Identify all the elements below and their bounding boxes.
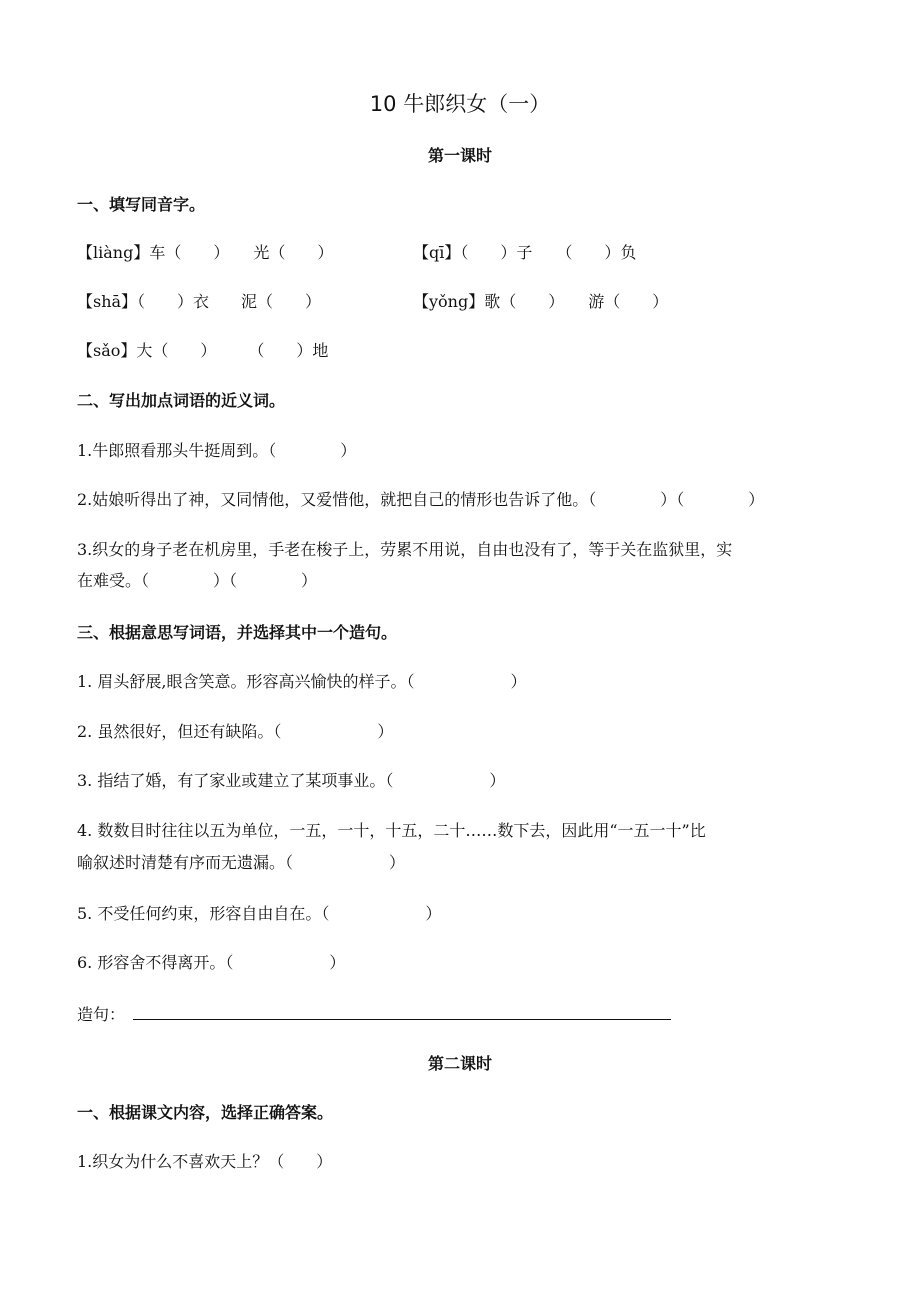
homophone-liang: 【liàng】车（ ） 光（ ） bbox=[77, 243, 334, 262]
section-choice-heading: 一、根据课文内容，选择正确答案。 bbox=[77, 1103, 334, 1122]
choice-question-1: 1.织女为什么不喜欢天上？（ ） bbox=[77, 1152, 333, 1171]
homophone-sha: 【shā】（ ）衣 泥（ ） bbox=[77, 292, 322, 311]
section-homophones-heading: 一、填写同音字。 bbox=[77, 195, 206, 214]
sentence-answer-line[interactable] bbox=[133, 1019, 671, 1020]
section-words-heading: 三、根据意思写词语，并选择其中一个造句。 bbox=[77, 623, 398, 642]
meaning-question-5: 5. 不受任何约束，形容自由自在。（ ） bbox=[77, 904, 442, 923]
section-synonyms-heading: 二、写出加点词语的近义词。 bbox=[77, 391, 286, 410]
lesson-2-label: 第二课时 bbox=[427, 1054, 492, 1073]
sentence-label: 造句： bbox=[77, 1005, 126, 1024]
meaning-question-6: 6. 形容舍不得离开。（ ） bbox=[77, 953, 346, 972]
page-title: 10 牛郎织女（一） bbox=[369, 92, 551, 116]
homophone-qi: 【qī】（ ）子 （ ）负 bbox=[413, 243, 637, 262]
meaning-question-1: 1. 眉头舒展,眼含笑意。形容高兴愉快的样子。（ ） bbox=[77, 672, 527, 691]
synonym-question-3-cont: 在难受。（ ）（ ） bbox=[77, 571, 318, 590]
meaning-question-2: 2. 虽然很好，但还有缺陷。（ ） bbox=[77, 722, 394, 741]
synonym-question-1: 1.牛郎照看那头牛挺周到。（ ） bbox=[77, 441, 357, 460]
meaning-question-4-cont: 喻叙述时清楚有序而无遗漏。（ ） bbox=[77, 853, 406, 872]
homophone-yong: 【yǒng】歌（ ） 游（ ） bbox=[413, 292, 669, 311]
synonym-question-3: 3.织女的身子老在机房里，手老在梭子上，劳累不用说，自由也没有了，等于关在监狱里，实 bbox=[77, 540, 733, 559]
meaning-question-4: 4. 数数目时往往以五为单位，一五，一十，十五，二十……数下去，因此用“一五一十”比 bbox=[77, 821, 706, 840]
synonym-question-2: 2.姑娘听得出了神，又同情他，又爱惜他，就把自己的情形也告诉了他。（ ）（ ） bbox=[77, 490, 765, 509]
lesson-1-label: 第一课时 bbox=[427, 146, 492, 165]
homophone-sao: 【sǎo】大（ ） （ ）地 bbox=[77, 341, 329, 360]
meaning-question-3: 3. 指结了婚，有了家业或建立了某项事业。（ ） bbox=[77, 771, 506, 790]
